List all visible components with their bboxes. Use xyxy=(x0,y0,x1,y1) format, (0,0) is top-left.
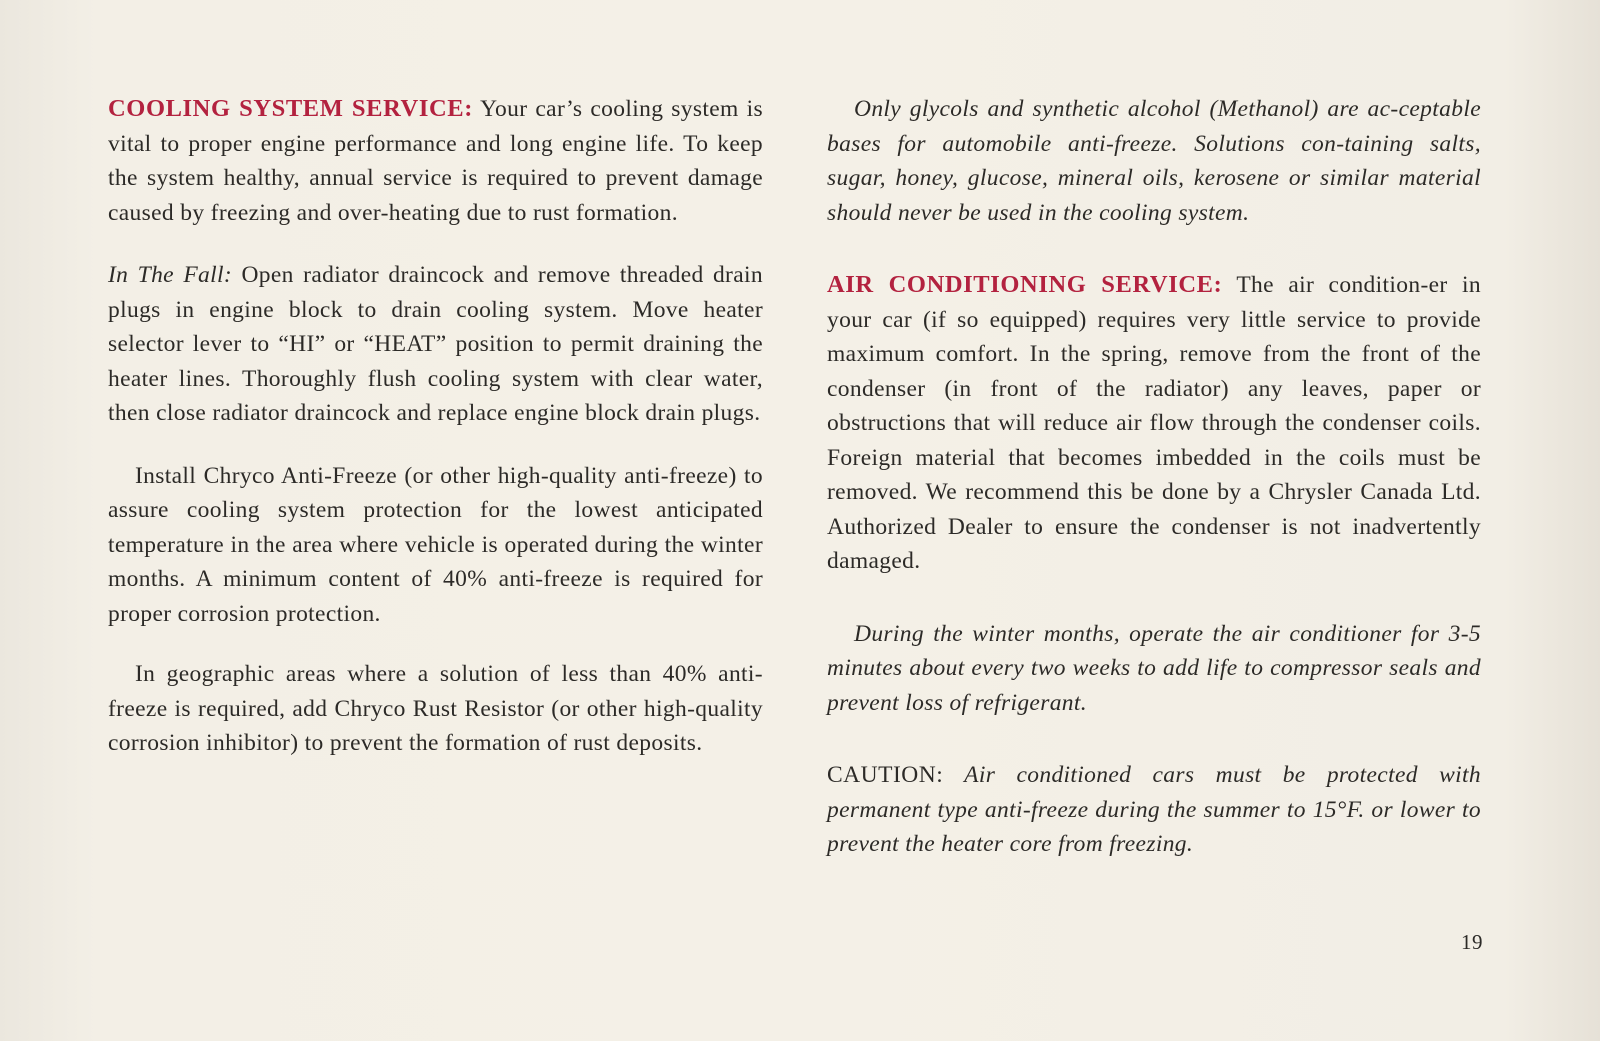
page-number: 19 xyxy=(1461,930,1483,954)
cooling-system-heading: COOLING SYSTEM SERVICE: xyxy=(108,95,473,122)
winter-note-paragraph: During the winter months, operate the air conditioner for 3-5 minutes about every two weeks to add life to compressor seals and prevent loss of refrigerant. xyxy=(827,620,1481,716)
left-column xyxy=(108,92,763,761)
fall-paragraph xyxy=(108,258,763,431)
air-conditioning-paragraph xyxy=(827,268,1481,579)
fall-lead: In The Fall: xyxy=(108,262,233,288)
caution-paragraph xyxy=(827,758,1481,862)
fall-text: Open radiator draincock and remove threaded drain plugs in engine block to drain cooling system. Move heater selector lever to “HI” or “HEAT” position to permit draining the heater lines. Thoroughly flush cooling system with clear water, then close radiator draincock and replace engine block drain plugs. xyxy=(108,262,763,426)
caution-label: CAUTION: xyxy=(827,762,944,788)
glycols-note-paragraph: Only glycols and synthetic alcohol (Methanol) are ac-ceptable bases for automobile anti-freeze. Solutions con-taining salts, sugar, honey, glucose, mineral oils, kerosene or similar material should never be used in the cooling system. xyxy=(827,96,1481,226)
rust-resistor-paragraph: In geographic areas where a solution of less than 40% anti-freeze is required, add Chryco Rust Resistor (or other high-quality corrosion inhibitor) to prevent the formation of rust deposits. xyxy=(108,661,763,756)
air-conditioning-heading: AIR CONDITIONING SERVICE: xyxy=(827,271,1223,298)
cooling-system-paragraph xyxy=(108,92,763,230)
right-column xyxy=(827,92,1481,862)
anti-freeze-paragraph: Install Chryco Anti-Freeze (or other high-quality anti-freeze) to assure cooling system protection for the lowest anticipated temperature in the area where vehicle is operated during the winter months. A minimum content of 40% anti-freeze is required for proper corrosion protection. xyxy=(108,462,763,627)
cooling-system-text: Your car’s cooling system is vital to proper engine performance and long engine life. To keep the system healthy, annual service is required to prevent damage caused by freezing and over-heating due to rust formation. xyxy=(108,96,763,226)
air-conditioning-text: The air condition-er in your car (if so equipped) requires very little service to provide maximum comfort. In the spring, remove from the front of the condenser (in front of the radiator) any leaves, paper or obstructions that will reduce air flow through the condenser coils. Foreign material that becomes imbedded in the coils must be removed. We recommend this be done by a Chrysler Canada Ltd. Authorized Dealer to ensure the condenser is not inadvertently damaged. xyxy=(827,272,1481,574)
caution-text: Air conditioned cars must be protected with permanent type anti-freeze during the summer to 15°F. or lower to prevent the heater core from freezing. xyxy=(827,762,1481,857)
